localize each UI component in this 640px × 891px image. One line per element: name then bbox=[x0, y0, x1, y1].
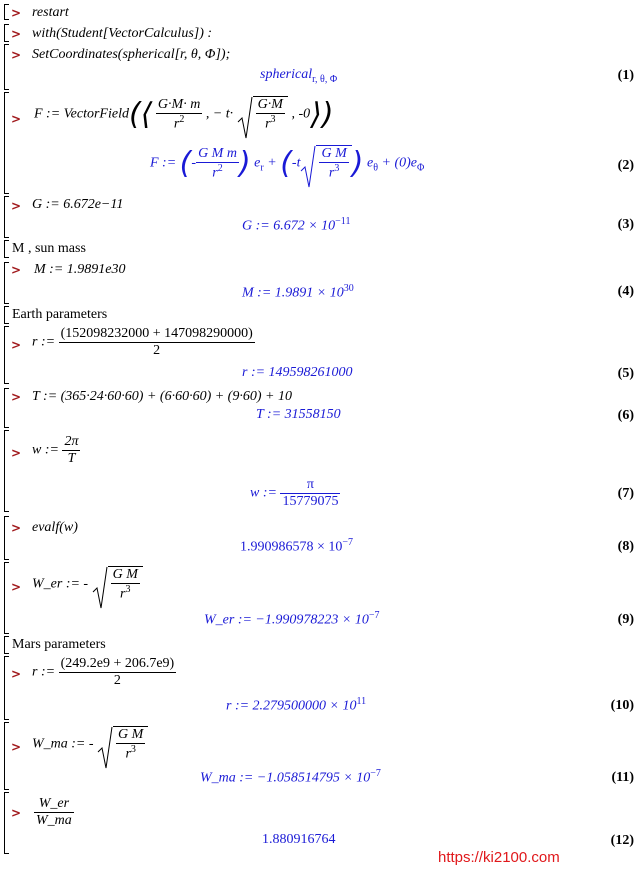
output-mars-radius: r := $2.279500000 \times 10^{11}$ bbox=[226, 696, 367, 714]
group-bracket[interactable] bbox=[4, 656, 9, 720]
prompt-marker: > bbox=[11, 199, 22, 213]
output-angular-velocity: w := $\frac{\pi}{15779075}$ bbox=[250, 477, 339, 509]
prompt-marker: > bbox=[11, 263, 22, 277]
watermark-link[interactable]: https://ki2100.com bbox=[438, 849, 560, 866]
input-ratio[interactable]: $\frac{W\_er}{W\_ma}$ bbox=[36, 796, 72, 828]
output-ratio: 1.880916764 bbox=[262, 832, 336, 847]
group-bracket[interactable] bbox=[4, 24, 9, 42]
prompt-marker: > bbox=[11, 580, 22, 594]
prompt-marker: > bbox=[11, 48, 22, 62]
equation-number: (12) bbox=[610, 833, 634, 848]
input-earth-radius[interactable]: r := $\frac{(152098232000 + 147098290000)}{2}$ bbox=[32, 326, 253, 358]
equation-number: (5) bbox=[617, 366, 634, 381]
equation-number: (1) bbox=[617, 68, 634, 83]
input-period[interactable]: T := (365·24·60·60) + (6·60·60) + (9·60) + 10 bbox=[32, 389, 292, 404]
equation-number: (6) bbox=[617, 408, 634, 423]
equation-number: (2) bbox=[617, 158, 634, 173]
prompt-marker: > bbox=[11, 27, 22, 41]
input-vector-field[interactable]: F := VectorField(⟨ $\frac{G\cdot M\cdot m}{r^2}$ , − t· $\frac{G\cdot M}{r^3}$ , -0⟩) bbox=[34, 96, 334, 133]
prompt-marker: > bbox=[11, 667, 22, 681]
group-bracket[interactable] bbox=[4, 262, 9, 304]
equation-number: (8) bbox=[617, 539, 634, 554]
prompt-marker: > bbox=[11, 112, 22, 126]
output-spherical: spherical$_{r, \theta, \Phi}$ bbox=[260, 67, 338, 85]
input-mars-radius[interactable]: r := $\frac{(249.2e9 + 206.7e9)}{2}$ bbox=[32, 656, 175, 688]
output-earth-radius: r := 149598261000 bbox=[242, 365, 353, 380]
equation-number: (7) bbox=[617, 486, 634, 501]
group-bracket[interactable] bbox=[4, 722, 9, 790]
input-w-mars[interactable]: W_ma := - $\frac{\text{G M}}{r^3}$ bbox=[32, 726, 148, 763]
text-sun-mass[interactable]: M , sun mass bbox=[12, 241, 86, 256]
output-vector-field: F := (- $\frac{\text{G M m}}{r^2}$ ) $e_r + (-t$ $\frac{\text{G M}}{r^3}$ ) $e_\theta + (0)e_\Phi$ bbox=[150, 145, 424, 182]
equation-number: (11) bbox=[611, 770, 634, 785]
input-g-constant[interactable]: G := 6.672e−11 bbox=[32, 197, 124, 212]
text-earth-parameters[interactable]: Earth parameters bbox=[12, 307, 108, 322]
input-sun-mass[interactable]: M := 1.9891e30 bbox=[34, 262, 126, 277]
group-bracket[interactable] bbox=[4, 792, 9, 854]
input-restart[interactable]: restart bbox=[32, 5, 69, 20]
prompt-marker: > bbox=[11, 338, 22, 352]
group-bracket[interactable] bbox=[4, 516, 9, 560]
equation-number: (4) bbox=[617, 284, 634, 299]
input-evalf[interactable]: evalf(w) bbox=[32, 520, 78, 535]
group-bracket[interactable] bbox=[4, 636, 9, 654]
prompt-marker: > bbox=[11, 390, 22, 404]
equation-number: (10) bbox=[610, 698, 634, 713]
group-bracket[interactable] bbox=[4, 92, 9, 194]
output-period: T := 31558150 bbox=[256, 407, 341, 422]
equation-number: (3) bbox=[617, 217, 634, 232]
input-w-earth[interactable]: W_er := - $\frac{\text{G M}}{r^3}$ bbox=[32, 566, 143, 603]
output-w-mars: W_ma := $-1.058514795 \times 10^{-7}$ bbox=[200, 768, 381, 786]
group-bracket[interactable] bbox=[4, 326, 9, 384]
group-bracket[interactable] bbox=[4, 388, 9, 428]
group-bracket[interactable] bbox=[4, 240, 9, 258]
equation-number: (9) bbox=[617, 612, 634, 627]
group-bracket[interactable] bbox=[4, 4, 9, 20]
input-angular-velocity[interactable]: w := $\frac{2\pi}{T}$ bbox=[32, 434, 79, 466]
text-mars-parameters[interactable]: Mars parameters bbox=[12, 637, 106, 652]
input-with-package[interactable]: with(Student[VectorCalculus]) : bbox=[32, 26, 213, 41]
output-evalf: $1.990986578 \times 10^{-7}$ bbox=[240, 537, 354, 555]
output-w-earth: W_er := $-1.990978223 \times 10^{-7}$ bbox=[204, 610, 380, 628]
output-sun-mass: M := $1.9891 \times 10^{30}$ bbox=[242, 283, 354, 301]
group-bracket[interactable] bbox=[4, 430, 9, 512]
group-bracket[interactable] bbox=[4, 196, 9, 238]
prompt-marker: > bbox=[11, 6, 22, 20]
prompt-marker: > bbox=[11, 806, 22, 820]
prompt-marker: > bbox=[11, 446, 22, 460]
group-bracket[interactable] bbox=[4, 562, 9, 634]
prompt-marker: > bbox=[11, 740, 22, 754]
group-bracket[interactable] bbox=[4, 306, 9, 324]
prompt-marker: > bbox=[11, 521, 22, 535]
input-set-coordinates[interactable]: SetCoordinates(spherical[r, θ, Φ]); bbox=[32, 47, 231, 62]
group-bracket[interactable] bbox=[4, 44, 9, 90]
output-g-constant: G := $6.672 \times 10^{-11}$ bbox=[242, 216, 351, 234]
